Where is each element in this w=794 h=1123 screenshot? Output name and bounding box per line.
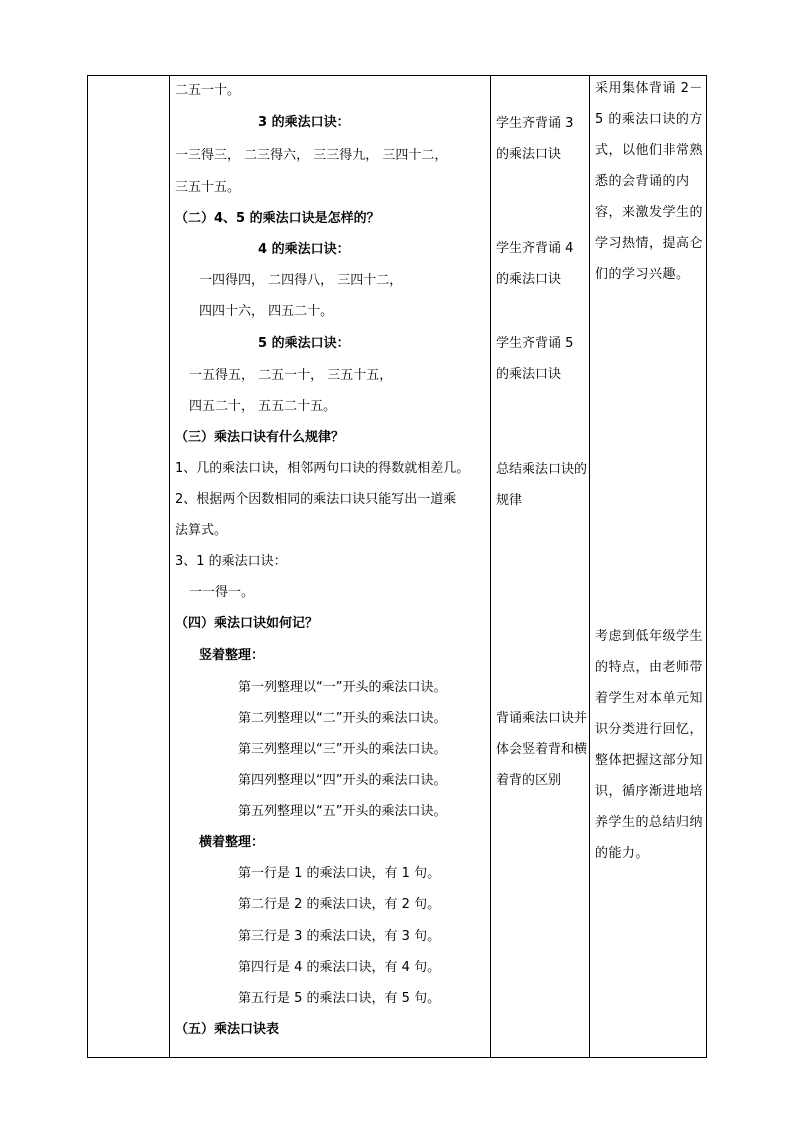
content-line: 第四列整理以“四”开头的乘法口诀。 xyxy=(238,773,447,788)
content-line: 四四十六， 四五二十。 xyxy=(199,304,334,319)
column-divider xyxy=(490,76,491,1057)
content-line: 第一行是 1 的乘法口诀，有 1 句。 xyxy=(238,866,441,881)
design-intent: 考虑到低年级学生的特点，由老师带着学生对本单元知识分类进行回忆，整体把握这部分知识，循序渐进地培养学生的总结归纳的能力。 xyxy=(595,629,704,861)
section-heading: （五）乘法口诀表 xyxy=(175,1022,280,1037)
content-line: 第三行是 3 的乘法口诀，有 3 句。 xyxy=(238,929,441,944)
subheading-horizontal: 横着整理： xyxy=(199,835,265,850)
student-activity: 学生齐背诵 4 的乘法口诀 xyxy=(496,241,574,287)
student-activity: 学生齐背诵 5 的乘法口诀 xyxy=(496,336,574,382)
content-line: 一四得四， 二四得八， 三四十二， xyxy=(199,273,403,288)
content-line: 第三列整理以“三”开头的乘法口诀。 xyxy=(238,742,447,757)
content-line: 一一得一。 xyxy=(189,585,255,600)
content-line: 法算式。 xyxy=(175,523,228,538)
student-activity: 学生齐背诵 3 的乘法口诀 xyxy=(496,116,574,162)
design-intent: 采用集体背诵 2－5 的乘法口诀的方式，以他们非常熟悉的会背诵的内容，来激发学生的学习热情，提高仑们的学习兴趣。 xyxy=(595,81,704,282)
content-line: 第四行是 4 的乘法口诀，有 4 句。 xyxy=(238,960,441,975)
content-line: 三五十五。 xyxy=(175,180,241,195)
heading-4-table: 4 的乘法口诀： xyxy=(258,242,350,257)
content-line: 第一列整理以“一”开头的乘法口诀。 xyxy=(238,680,447,695)
content-line: 四五二十， 五五二十五。 xyxy=(189,399,337,414)
heading-5-table: 5 的乘法口诀： xyxy=(258,336,350,351)
heading-3-table: 3 的乘法口诀： xyxy=(258,115,350,130)
content-line: 3、1 的乘法口诀： xyxy=(175,554,287,569)
column-divider xyxy=(589,76,590,1057)
content-line: 1、几的乘法口诀，相邻两句口诀的得数就相差几。 xyxy=(175,461,470,476)
section-heading: （二）4、5 的乘法口诀是怎样的？ xyxy=(175,211,380,226)
content-line: 一五得五， 二五一十， 三五十五， xyxy=(189,368,393,383)
section-heading: （三）乘法口诀有什么规律？ xyxy=(175,430,345,445)
content-line: 第二行是 2 的乘法口诀，有 2 句。 xyxy=(238,897,441,912)
content-line: 第五行是 5 的乘法口诀，有 5 句。 xyxy=(238,991,441,1006)
subheading-vertical: 竖着整理： xyxy=(199,648,265,663)
student-activity: 背诵乘法口诀并体会竖着背和横着背的区别 xyxy=(496,711,588,788)
content-line: 二五一十。 xyxy=(175,83,241,98)
section-heading: （四）乘法口诀如何记？ xyxy=(175,616,319,631)
content-line: 第五列整理以“五”开头的乘法口诀。 xyxy=(238,804,447,819)
content-line: 2、根据两个因数相同的乘法口诀只能写出一道乘 xyxy=(175,492,457,507)
lesson-plan-table xyxy=(87,75,707,1058)
content-line: 一三得三， 二三得六， 三三得九， 三四十二， xyxy=(175,148,448,163)
content-line: 第二列整理以“二”开头的乘法口诀。 xyxy=(238,711,447,726)
column-divider xyxy=(169,76,170,1057)
student-activity: 总结乘法口诀的规律 xyxy=(496,462,588,508)
